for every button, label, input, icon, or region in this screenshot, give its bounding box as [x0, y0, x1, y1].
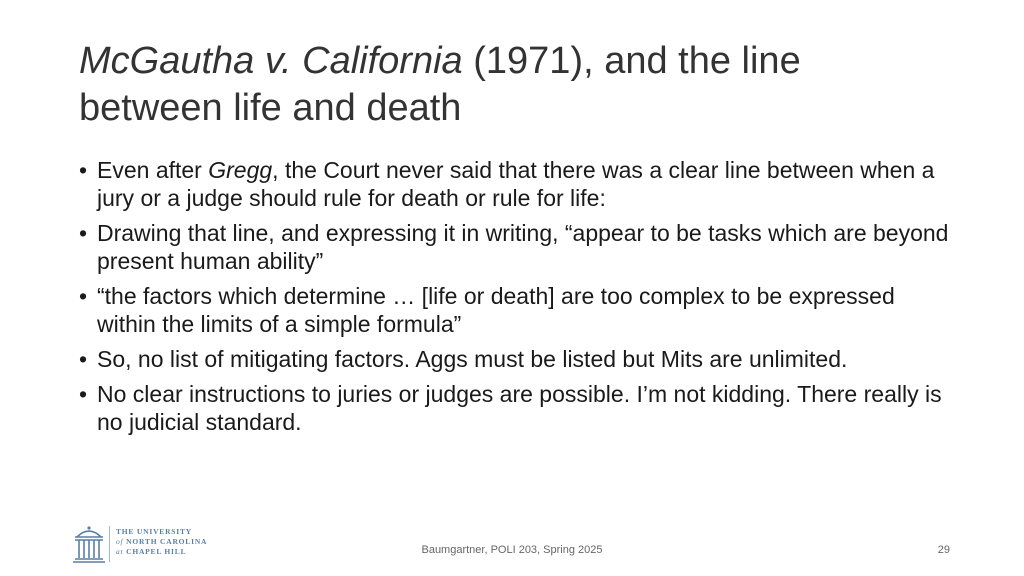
- slide-title: [79, 38, 979, 132]
- bullet-text: Drawing that line, and expressing it in writing, “appear to be tasks which are beyond present human ability”: [97, 220, 949, 274]
- logo-line-1: THE UNIVERSITY: [116, 527, 193, 536]
- bullet-marker: •: [79, 220, 88, 246]
- bullet-italic: Gregg: [208, 157, 273, 183]
- bullet-item: [79, 219, 959, 275]
- title-line2: between life and death: [79, 87, 462, 129]
- bullet-marker: •: [79, 346, 88, 372]
- case-name: McGautha v. California: [79, 40, 463, 82]
- bullet-text: “the factors which determine … [life or death] are too complex to be expressed within the limits of a simple formula”: [97, 283, 895, 337]
- bullet-text: , the Court never said that there was a clear line between when a jury or a judge should rule for death or rule for life:: [97, 157, 935, 211]
- slide-footer: Baumgartner, POLI 203, Spring 2025: [421, 544, 603, 556]
- bullet-item: [79, 282, 959, 338]
- logo-line-2-italic: of: [116, 537, 124, 546]
- bullet-item: [79, 156, 959, 212]
- bullet-text: Even after: [97, 157, 209, 183]
- bullet-marker: •: [79, 157, 88, 183]
- logo-line-3-text: CHAPEL HILL: [123, 547, 187, 556]
- bullet-marker: •: [79, 283, 88, 309]
- title-rest: (1971), and the line: [462, 40, 801, 82]
- bullet-text: So, no list of mitigating factors. Aggs must be listed but Mits are unlimited.: [97, 346, 848, 372]
- bullet-text: No clear instructions to juries or judges are possible. I’m not kidding. There really is no judicial standard.: [97, 381, 942, 435]
- logo-line-3-italic: at: [116, 547, 124, 556]
- page-number: 29: [937, 544, 950, 556]
- bullet-marker: •: [79, 381, 88, 407]
- logo-line-2-text: NORTH CAROLINA: [123, 537, 208, 546]
- bullet-list: [79, 156, 959, 443]
- bullet-item: [79, 345, 959, 373]
- bullet-item: [79, 380, 959, 436]
